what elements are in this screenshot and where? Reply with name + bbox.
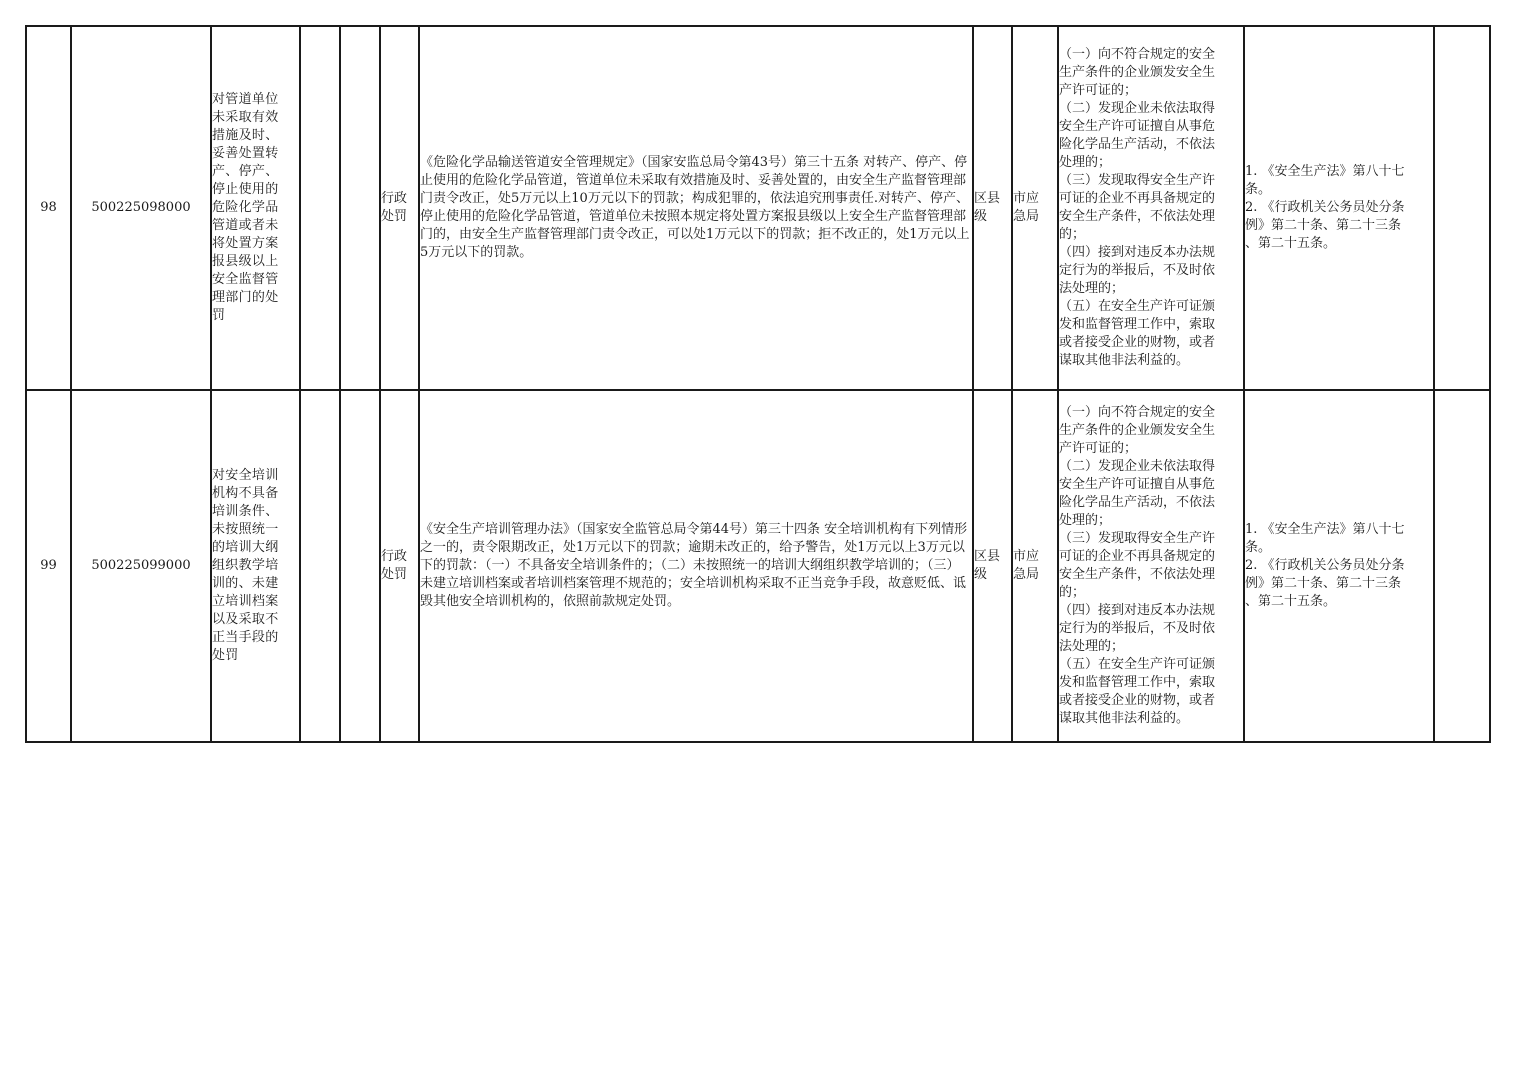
table-row — [26, 26, 1490, 390]
exercise-level: 区县 级 — [973, 390, 1012, 742]
item-name: 对安全培训 机构不具备 培训条件、 未按照统一 的培训大纲 组织教学培 训的、未建 立培训档案 以及采取不 正当手段的 处罚 — [211, 390, 300, 742]
penalty-table — [25, 25, 1491, 743]
item-category: 行政 处罚 — [380, 390, 419, 742]
empty-cell — [340, 390, 380, 742]
responsible-department: 市应 急局 — [1012, 26, 1058, 390]
accountability-basis: 1. 《安全生产法》第八十七 条。 2. 《行政机关公务员处分条 例》第二十条、第二十三条 、第二十五条。 — [1244, 390, 1434, 742]
empty-cell — [300, 390, 340, 742]
legal-basis: 《危险化学品输送管道安全管理规定》（国家安监总局令第43号）第三十五条 对转产、停产、停止使用的危险化学品管道，管道单位未采取有效措施及时、妥善处置的，由安全生产监督管理部门责令改正，处5万元以上10万元以下的罚款；构成犯罪的，依法追究刑事责任.对转产、停产、停止使用的危险化学品管道，管道单位未按照本规定将处置方案报县级以上安全生产监督管理部门的，由安全生产监督管理部门责令改正，可以处1万元以下的罚款；拒不改正的，处1万元以上5万元以下的罚款。 — [419, 26, 973, 390]
accountability-basis: 1. 《安全生产法》第八十七 条。 2. 《行政机关公务员处分条 例》第二十条、第二十三条 、第二十五条。 — [1244, 26, 1434, 390]
legal-basis: 《安全生产培训管理办法》（国家安全监管总局令第44号）第三十四条 安全培训机构有下列情形之一的，责令限期改正，处1万元以下的罚款；逾期未改正的，给予警告，处1万元以上3万元以下的罚款：（一）不具备安全培训条件的；（二）未按照统一的培训大纲组织教学培训的；（三）未建立培训档案或者培训档案管理不规范的；安全培训机构采取不正当竞争手段，故意贬低、诋毁其他安全培训机构的，依照前款规定处罚。 — [419, 390, 973, 742]
row-number: 98 — [26, 26, 71, 390]
exercise-level: 区县 级 — [973, 26, 1012, 390]
item-code: 500225099000 — [71, 390, 211, 742]
empty-cell — [340, 26, 380, 390]
accountability-situations: （一）向不符合规定的安全 生产条件的企业颁发安全生 产许可证的； （二）发现企业未依法取得 安全生产许可证擅自从事危 险化学品生产活动，不依法 处理的； （三）发现取得安全生产许 可证的企业不再具备规定的 安全生产条件，不依法处理 的； （四）接到对违反本办法规 定行为的举报后，不及时依 法处理的； （五）在安全生产许可证颁 发和监督管理工作中，索取 或者接受企业的财物，或者 谋取其他非法利益的。 — [1058, 26, 1244, 390]
empty-cell — [300, 26, 340, 390]
item-category: 行政 处罚 — [380, 26, 419, 390]
item-name: 对管道单位 未采取有效 措施及时、 妥善处置转 产、停产、 停止使用的 危险化学品 管道或者未 将处置方案 报县级以上 安全监督管 理部门的处 罚 — [211, 26, 300, 390]
remarks-cell — [1434, 26, 1490, 390]
responsible-department: 市应 急局 — [1012, 390, 1058, 742]
accountability-situations: （一）向不符合规定的安全 生产条件的企业颁发安全生 产许可证的； （二）发现企业未依法取得 安全生产许可证擅自从事危 险化学品生产活动，不依法 处理的； （三）发现取得安全生产许 可证的企业不再具备规定的 安全生产条件，不依法处理 的； （四）接到对违反本办法规 定行为的举报后，不及时依 法处理的； （五）在安全生产许可证颁 发和监督管理工作中，索取 或者接受企业的财物，或者 谋取其他非法利益的。 — [1058, 390, 1244, 742]
table-row — [26, 390, 1490, 742]
item-code: 500225098000 — [71, 26, 211, 390]
row-number: 99 — [26, 390, 71, 742]
remarks-cell — [1434, 390, 1490, 742]
